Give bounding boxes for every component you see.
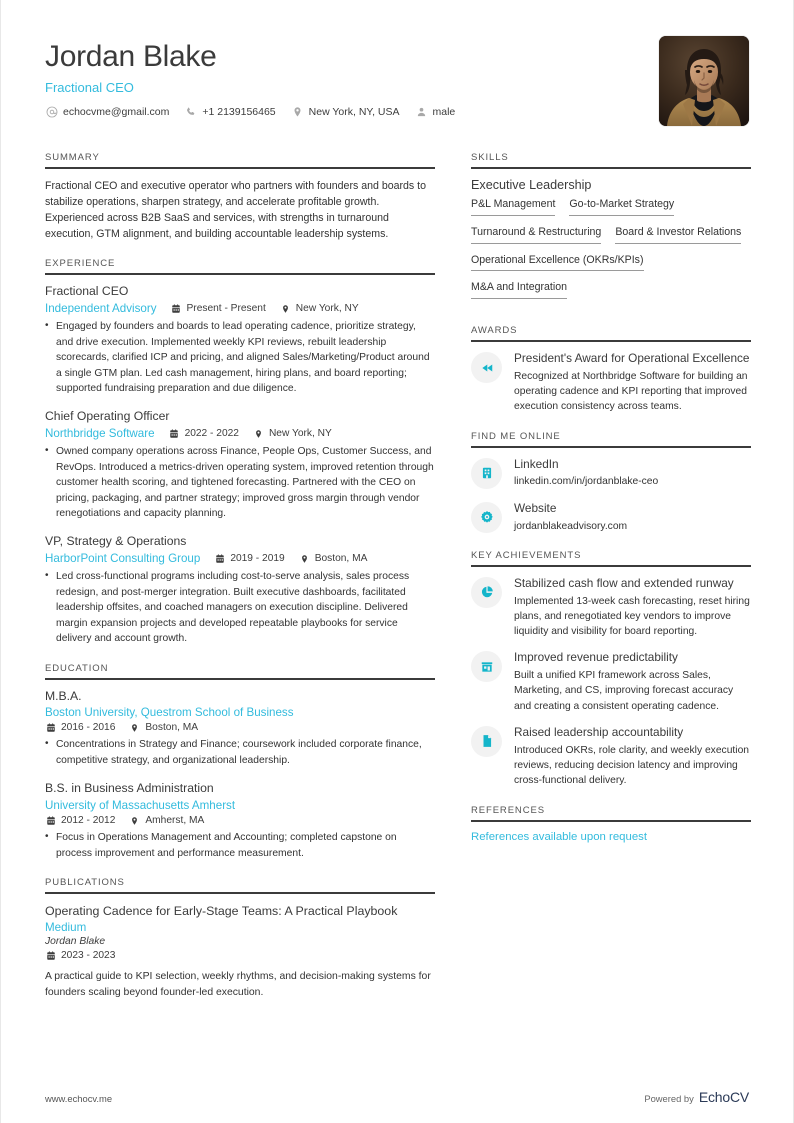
education-dates — [45, 815, 115, 826]
calendar-icon — [45, 722, 56, 733]
contact-email[interactable] — [45, 106, 169, 119]
education-dates-text: 2016 - 2016 — [61, 722, 116, 734]
footer-brand-name: EchoCV — [698, 1089, 749, 1105]
section-heading-find-me-online: FIND ME ONLINE — [471, 430, 561, 442]
education-location-text: Boston, MA — [145, 722, 199, 734]
publication-dates-text: 2023 - 2023 — [61, 950, 116, 962]
section-divider — [471, 446, 751, 448]
experience-bullets — [45, 444, 435, 521]
skill-tag: Go-to-Market Strategy — [569, 198, 674, 216]
award-title: President's Award for Operational Excellence — [514, 351, 750, 366]
publication-publisher[interactable]: Medium — [45, 921, 87, 935]
bullet-item: • Concentrations in Strategy and Finance; coursework included corporate finance, competitive strategy, and organizational leadership. — [45, 737, 435, 768]
location-pin-icon — [291, 106, 304, 119]
bullet-item: • Owned company operations across Finance, People Ops, Customer Success, and RevOps. Introduced a metrics-driven operating system, improved retention through customer health scoring, and tightened forecasting. Partnered with the CEO on pricing, packaging, and partner strategy; improved gross margin through vendor renegotiations and capacity planning. — [45, 444, 435, 521]
achievement-item — [471, 650, 751, 714]
section-divider — [45, 273, 435, 275]
location-pin-icon — [253, 428, 264, 439]
email-icon — [45, 106, 58, 119]
section-divider — [471, 820, 751, 822]
education-dates — [45, 722, 115, 733]
linkedin-icon — [471, 458, 502, 489]
section-summary — [45, 152, 435, 242]
header-identity — [45, 36, 659, 119]
header-job-title: Fractional CEO — [45, 79, 134, 95]
page-title: Jordan Blake — [45, 40, 217, 73]
section-awards — [471, 325, 751, 415]
education-location — [129, 722, 198, 733]
education-meta — [45, 815, 435, 826]
experience-dates-text: Present - Present — [186, 303, 266, 315]
footer-powered-by-label: Powered by — [644, 1093, 694, 1104]
section-divider — [471, 340, 751, 342]
publication-description: A practical guide to KPI selection, weekly rhythms, and decision-making systems for founders scaling beyond founder-led execution. — [45, 971, 431, 998]
experience-bullets — [45, 319, 435, 396]
skill-tag: Board & Investor Relations — [615, 226, 741, 244]
experience-location — [299, 553, 368, 564]
contact-email-text: echocvme@gmail.com — [63, 106, 170, 118]
experience-title: Fractional CEO — [45, 284, 129, 299]
document-icon — [471, 726, 502, 757]
skill-tag: Operational Excellence (OKRs/KPIs) — [471, 254, 644, 272]
store-icon — [471, 651, 502, 682]
left-column — [45, 152, 435, 1017]
calendar-icon — [45, 815, 56, 826]
section-key-achievements — [471, 550, 751, 789]
experience-bullets — [45, 569, 435, 646]
education-degree: M.B.A. — [45, 688, 82, 703]
section-divider — [45, 167, 435, 169]
experience-location-text: New York, NY — [268, 428, 332, 440]
experience-location-text: Boston, MA — [314, 553, 368, 565]
online-profile-url[interactable]: jordanblakeadvisory.com — [514, 520, 628, 532]
education-school[interactable]: Boston University, Questrom School of Business — [45, 706, 294, 720]
phone-icon — [184, 106, 197, 119]
achievement-description: Introduced OKRs, role clarity, and weekly execution reviews, reducing decision latency and improving cross-functional delivery. — [514, 744, 750, 787]
online-profile-label: LinkedIn — [514, 456, 559, 471]
achievement-body — [514, 650, 751, 714]
references-text: References available upon request — [471, 830, 648, 843]
skill-tag: Turnaround & Restructuring — [471, 226, 601, 244]
section-references — [471, 805, 751, 843]
skill-tag: M&A and Integration — [471, 281, 567, 299]
bullet-item: • Focus in Operations Management and Accounting; completed capstone on process improvement and performance measurement. — [45, 830, 435, 861]
experience-dates — [171, 303, 266, 314]
section-divider — [471, 565, 751, 567]
rewind-icon — [471, 352, 502, 383]
avatar — [659, 36, 749, 126]
experience-meta — [45, 552, 435, 565]
education-location-text: Amherst, MA — [145, 815, 205, 827]
achievement-title: Improved revenue predictability — [514, 650, 678, 665]
online-profile-url[interactable]: linkedin.com/in/jordanblake-ceo — [514, 476, 659, 488]
experience-organization[interactable]: HarborPoint Consulting Group — [45, 552, 201, 566]
section-heading-references: REFERENCES — [471, 804, 545, 816]
contact-row — [45, 106, 659, 119]
location-pin-icon — [280, 303, 291, 314]
gear-globe-icon — [471, 502, 502, 533]
location-pin-icon — [299, 553, 310, 564]
education-bullets — [45, 737, 435, 768]
contact-location-text: New York, NY, USA — [308, 106, 400, 118]
achievement-body — [514, 576, 751, 640]
section-education — [45, 663, 435, 861]
right-column — [471, 152, 751, 859]
person-icon — [415, 106, 428, 119]
experience-dates-text: 2019 - 2019 — [230, 553, 285, 565]
skill-tag: P&L Management — [471, 198, 555, 216]
experience-entry — [45, 409, 435, 521]
experience-organization[interactable]: Independent Advisory — [45, 302, 157, 316]
calendar-icon — [214, 553, 225, 564]
experience-title: Chief Operating Officer — [45, 409, 170, 424]
education-dates-text: 2012 - 2012 — [61, 815, 116, 827]
section-heading-education: EDUCATION — [45, 662, 109, 674]
education-entry — [45, 781, 435, 861]
experience-title: VP, Strategy & Operations — [45, 534, 187, 549]
section-heading-publications: PUBLICATIONS — [45, 876, 125, 888]
award-item — [471, 351, 751, 415]
section-publications — [45, 877, 435, 1001]
experience-meta — [45, 302, 435, 315]
page-footer — [45, 1089, 749, 1105]
achievement-title: Stabilized cash flow and extended runway — [514, 575, 734, 590]
online-profile-item[interactable] — [471, 457, 751, 490]
award-body — [514, 351, 751, 415]
online-profile-label: Website — [514, 500, 557, 515]
section-heading-awards: AWARDS — [471, 325, 518, 337]
calendar-icon — [171, 303, 182, 314]
experience-dates — [169, 428, 239, 439]
calendar-icon — [169, 428, 180, 439]
experience-location — [280, 303, 359, 314]
education-bullets — [45, 830, 435, 861]
contact-location — [291, 106, 400, 119]
experience-entry — [45, 534, 435, 646]
publication-author: Jordan Blake — [45, 936, 106, 948]
achievement-body — [514, 725, 751, 789]
experience-entry — [45, 284, 435, 396]
online-profile-body — [514, 501, 751, 534]
contact-phone[interactable] — [184, 106, 275, 119]
publication-title: Operating Cadence for Early-Stage Teams: A Practical Playbook — [45, 903, 398, 918]
publication-dates — [45, 950, 115, 961]
experience-dates — [214, 553, 284, 564]
achievement-title: Raised leadership accountability — [514, 724, 684, 739]
bullet-item: • Engaged by founders and boards to lead operating cadence, prioritize strategy, and drive execution. Implemented weekly KPI reviews, rebuilt leadership scorecards, clarified ICP and pricing, and aligned Sales/Marketing/Product around a single GTM plan. Led cash management, hiring plans, and board reporting; supported fundraising preparation and due diligence. — [45, 319, 435, 396]
achievement-item — [471, 576, 751, 640]
education-location — [129, 815, 204, 826]
section-divider — [45, 892, 435, 894]
section-find-me-online — [471, 431, 751, 534]
publication-meta — [45, 950, 435, 961]
pie-chart-icon — [471, 577, 502, 608]
experience-organization[interactable]: Northbridge Software — [45, 427, 155, 441]
publication-entry — [45, 903, 435, 1001]
skill-tag-list — [471, 198, 751, 309]
section-heading-experience: EXPERIENCE — [45, 258, 116, 270]
achievement-description: Implemented 13-week cash forecasting, reset hiring plans, and renegotiated key vendors to improve liquidity and visibility for board reporting. — [514, 595, 750, 638]
calendar-icon — [45, 950, 56, 961]
achievement-description: Built a unified KPI framework across Sales, Marketing, and CS, improving forecast accuracy and creating a consistent operating cadence. — [514, 670, 734, 712]
award-description: Recognized at Northbridge Software for building an operating cadence and KPI reporting that improved execution consistency across teams. — [514, 370, 748, 413]
experience-location — [253, 428, 332, 439]
section-skills — [471, 152, 751, 309]
section-heading-summary: SUMMARY — [45, 152, 100, 163]
experience-dates-text: 2022 - 2022 — [184, 428, 239, 440]
location-pin-icon — [129, 722, 140, 733]
profile-photo — [659, 36, 749, 126]
experience-meta — [45, 427, 435, 440]
online-profile-body — [514, 457, 751, 490]
education-meta — [45, 722, 435, 733]
section-heading-skills: SKILLS — [471, 152, 509, 163]
footer-branding — [644, 1089, 749, 1105]
summary-text: Fractional CEO and executive operator who partners with founders and boards to stabilize operations, sharpen strategy, and accelerate profitable growth. Experienced across B2B SaaS and services, with strengths in turnaround execution, GTM alignment, and building accountable leadership systems. — [45, 180, 426, 241]
experience-location-text: New York, NY — [295, 303, 359, 315]
footer-url[interactable]: www.echocv.me — [45, 1093, 113, 1104]
education-degree: B.S. in Business Administration — [45, 781, 214, 796]
section-heading-key-achievements: KEY ACHIEVEMENTS — [471, 549, 582, 561]
contact-phone-text: +1 2139156465 — [202, 106, 276, 118]
location-pin-icon — [129, 815, 140, 826]
online-profile-item[interactable] — [471, 501, 751, 534]
section-divider — [471, 167, 751, 169]
skill-group-name: Executive Leadership — [471, 178, 592, 192]
section-divider — [45, 678, 435, 680]
contact-gender — [415, 106, 456, 119]
achievement-item — [471, 725, 751, 789]
resume-columns — [45, 152, 749, 1017]
bullet-item: • Led cross-functional programs including cost-to-serve analysis, sales process redesign, and post-merger integration. Built executive dashboards, facilitated leadership offsites, and coached managers on execution discipline. Delivered margin expansion projects and developed repeatable playbooks for service delivery and account growth. — [45, 569, 435, 646]
section-experience — [45, 258, 435, 646]
resume-header — [45, 36, 749, 126]
education-entry — [45, 689, 435, 769]
education-school[interactable]: University of Massachusetts Amherst — [45, 799, 236, 813]
contact-gender-text: male — [432, 106, 456, 118]
